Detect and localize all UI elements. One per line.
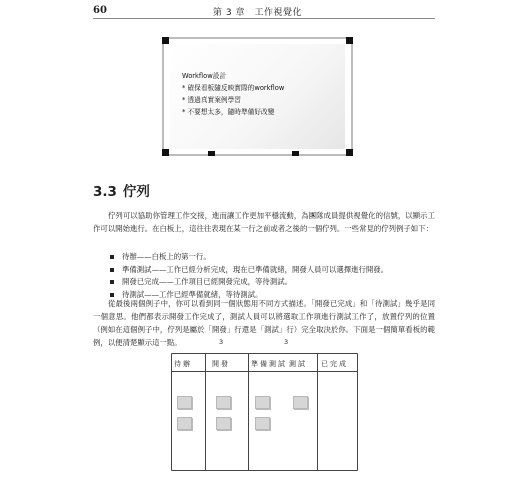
header-rule [93, 18, 435, 19]
column-title: 準備測試 [251, 360, 287, 368]
frame-corner [346, 37, 353, 44]
section-heading [93, 180, 150, 200]
list-item-text: 待辦——白板上的第一行。 [122, 252, 211, 261]
section-number: 3.3 [93, 184, 117, 200]
list-item [110, 276, 388, 289]
list-item-text: 待測試——工作已經準備就緒，等待測試。 [122, 289, 263, 299]
sticky-note [177, 396, 192, 409]
page-header [0, 0, 520, 18]
whiteboard-figure [162, 37, 353, 156]
column-title: 開發 [212, 360, 230, 368]
frame-corner [162, 149, 169, 156]
frame-clip [208, 151, 215, 156]
column-divider [205, 353, 206, 471]
list-item-text: 準備測試——工作已經分析完成，現在已準備就緒，開發人員可以選擇進行開發。 [122, 264, 389, 274]
running-head: 第 3 章 工作視覺化 [213, 8, 302, 18]
bullet-square-icon [110, 293, 114, 297]
paragraph-text: 從最後兩個例子中，你可以看到同一個狀態用不同方式描述。「開發已完成」和「待測試」幾乎是同一個意思。他們都表示開發工作完成了，測試人員可以將選取工作項進行測試工作了，放置佇列的位置（例如在這個例子中，佇列是屬於「開發」行還是「測試」行）完全取決於你。下面是一個簡單看板的範例，以便清楚顯示這一點。 [93, 299, 435, 347]
bullet-square-icon [110, 255, 114, 259]
whiteboard-item: * 確保看板隨反映實際的workflow [182, 82, 284, 94]
column-divider [248, 353, 249, 471]
sticky-note [255, 417, 270, 430]
column-title: 待辦 [174, 360, 192, 368]
paragraph [93, 209, 435, 235]
column-title: 測試 [289, 360, 307, 368]
list-item [110, 251, 388, 264]
wip-limit: 3 [219, 338, 224, 346]
whiteboard-item: * 不要想太多，隨時準備好改變 [182, 106, 284, 118]
bullet-list [110, 251, 388, 301]
frame-corner [162, 37, 169, 44]
bullet-square-icon [110, 280, 114, 284]
section-title: 佇列 [122, 184, 150, 200]
frame-corner [346, 149, 353, 156]
sticky-note [177, 417, 192, 430]
page-number: 60 [93, 5, 107, 16]
paragraph-text: 佇列可以協助你管理工作交接，進而讓工作更加平穩流動，為團隊成員提供視覺化的信號，以顯示工作可以開始進行。在白板上，這往往表現在某一行之前或者之後的一個佇列。一些常見的佇列例子如下： [93, 211, 435, 233]
list-item [110, 264, 388, 277]
list-item-text: 開發已完成——工作項目已經開發完成，等待測試。 [122, 277, 292, 286]
wip-limit: 3 [284, 338, 289, 346]
sticky-note [216, 396, 231, 409]
whiteboard-title: Workflow設計 [182, 72, 227, 80]
sticky-note [293, 396, 308, 409]
column-divider [317, 353, 318, 471]
bullet-square-icon [110, 268, 114, 272]
whiteboard-text [182, 70, 284, 118]
board-header-rule [171, 371, 358, 372]
sticky-note [216, 417, 231, 430]
column-title: 已完成 [321, 360, 348, 368]
whiteboard-item: * 透過真實案例學習 [182, 94, 284, 106]
kanban-sketch [171, 338, 358, 437]
frame-clip [292, 151, 299, 156]
sticky-note [255, 396, 270, 409]
